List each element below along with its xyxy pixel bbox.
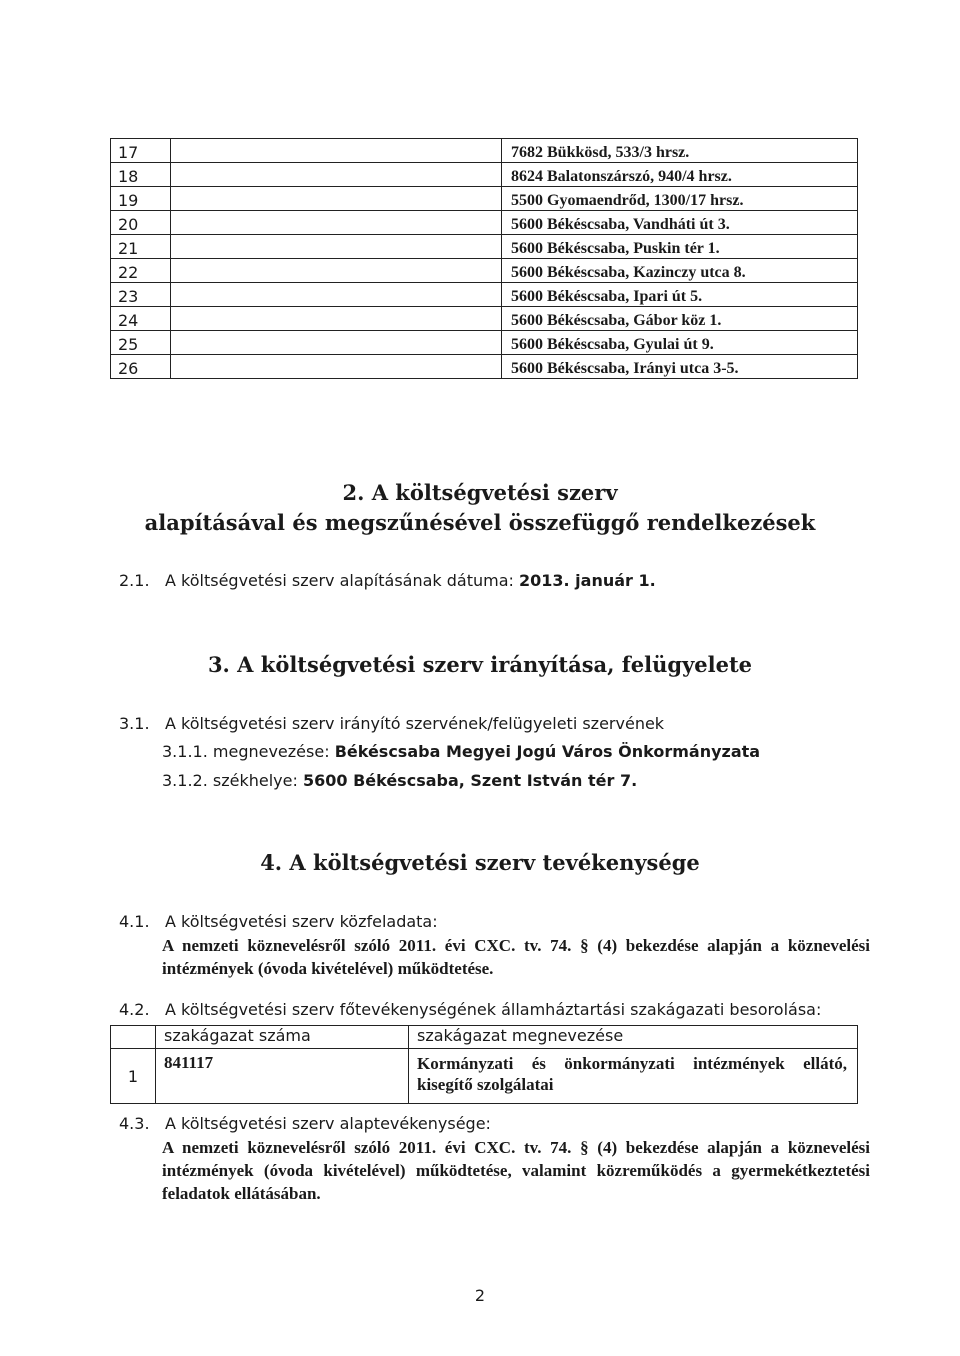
item-2-1-label: A költségvetési szerv alapításának dátuma: [165,571,514,590]
address-row [111,187,858,211]
address-row [111,235,858,259]
address-row-empty-cell [171,283,502,307]
section-4-heading: 4. A költségvetési szerv tevékenysége [260,850,700,875]
address-row [111,331,858,355]
address-row-number: 26 [111,355,171,379]
address-row [111,259,858,283]
address-row-address: 5600 Békéscsaba, Puskin tér 1. [502,235,858,259]
item-4-1 [119,912,438,931]
section-3-heading: 3. A költségvetési szerv irányítása, felügyelete [207,652,753,677]
address-row [111,283,858,307]
address-row-number: 24 [111,307,171,331]
address-table [110,138,858,379]
item-4-3 [119,1114,491,1133]
address-row [111,211,858,235]
address-row-number: 17 [111,139,171,163]
item-3-1-number: 3.1. [119,714,150,733]
address-row-address: 5600 Békéscsaba, Kazinczy utca 8. [502,259,858,283]
section-2-heading-line2: alapításával és megszűnésével összefüggő rendelkezések [144,510,816,535]
activity-row-index: 1 [111,1049,156,1104]
page-number: 2 [474,1286,486,1305]
address-row-number: 22 [111,259,171,283]
item-3-1-1-number: 3.1.1. [162,742,208,761]
address-row-address: 8624 Balatonszárszó, 940/4 hrsz. [502,163,858,187]
item-4-2 [119,1000,821,1019]
address-row-number: 23 [111,283,171,307]
address-row-address: 5600 Békéscsaba, Vandháti út 3. [502,211,858,235]
item-3-1 [119,714,664,733]
address-row [111,355,858,379]
item-3-1-2-value: 5600 Békéscsaba, Szent István tér 7. [302,771,638,790]
address-row-empty-cell [171,331,502,355]
address-row-address: 7682 Bükkösd, 533/3 hrsz. [502,139,858,163]
address-row-number: 25 [111,331,171,355]
activity-table [110,1025,858,1104]
item-4-1-number: 4.1. [119,912,150,931]
item-4-3-number: 4.3. [119,1114,150,1133]
item-4-2-label: A költségvetési szerv főtevékenységének államháztartási szakágazati besorolása: [165,1000,822,1019]
address-row-empty-cell [171,307,502,331]
activity-table-header [111,1026,858,1049]
address-row-number: 20 [111,211,171,235]
address-row [111,163,858,187]
activity-row-code: 841117 [156,1049,409,1104]
address-row [111,307,858,331]
address-row-number: 19 [111,187,171,211]
address-row-address: 5600 Békéscsaba, Gyulai út 9. [502,331,858,355]
address-row-empty-cell [171,259,502,283]
address-row [111,139,858,163]
activity-row-name: Kormányzati és önkormányzati intézmények ellátó, kisegítő szolgálatai [409,1049,858,1104]
item-4-1-text: A nemzeti köznevelésről szóló 2011. évi CXC. tv. 74. § (4) bekezdése alapján a köznevelési intézmények (óvoda kivételével) működtetése. [162,936,870,978]
address-row-number: 21 [111,235,171,259]
item-3-1-2-label: székhelye: [212,771,298,790]
item-2-1-value: 2013. január 1. [519,571,656,590]
address-row-empty-cell [171,355,502,379]
item-4-3-label: A költségvetési szerv alaptevékenysége: [165,1114,491,1133]
item-3-1-2-number: 3.1.2. [162,771,208,790]
activity-header-code: szakágazat száma [156,1026,409,1049]
address-row-empty-cell [171,139,502,163]
address-row-empty-cell [171,187,502,211]
address-row-address: 5600 Békéscsaba, Ipari út 5. [502,283,858,307]
address-row-empty-cell [171,211,502,235]
item-3-1-1 [162,742,760,761]
activity-header-index [111,1026,156,1049]
item-4-2-number: 4.2. [119,1000,150,1019]
item-3-1-1-value: Békéscsaba Megyei Jogú Város Önkormányzata [334,742,761,761]
section-2-heading-line1: 2. A költségvetési szerv [342,480,618,505]
item-2-1-number: 2.1. [119,571,150,590]
address-row-address: 5600 Békéscsaba, Gábor köz 1. [502,307,858,331]
item-3-1-2 [162,771,637,790]
activity-header-name: szakágazat megnevezése [409,1026,858,1049]
item-4-3-text: A nemzeti köznevelésről szóló 2011. évi CXC. tv. 74. § (4) bekezdése alapján a köznevelési intézmények (óvoda kivételével) működtetése, valamint közreműködés a gyermekétkeztetési feladatok ellátásában. [162,1138,870,1203]
address-row-number: 18 [111,163,171,187]
address-row-address: 5600 Békéscsaba, Irányi utca 3-5. [502,355,858,379]
item-3-1-label: A költségvetési szerv irányító szervének/felügyeleti szervének [165,714,665,733]
address-row-empty-cell [171,163,502,187]
item-3-1-1-label: megnevezése: [212,742,330,761]
address-table-body [111,139,858,379]
item-4-1-label: A költségvetési szerv közfeladata: [165,912,438,931]
item-2-1 [119,571,656,590]
address-row-empty-cell [171,235,502,259]
activity-table-row [111,1049,858,1104]
address-row-address: 5500 Gyomaendrőd, 1300/17 hrsz. [502,187,858,211]
